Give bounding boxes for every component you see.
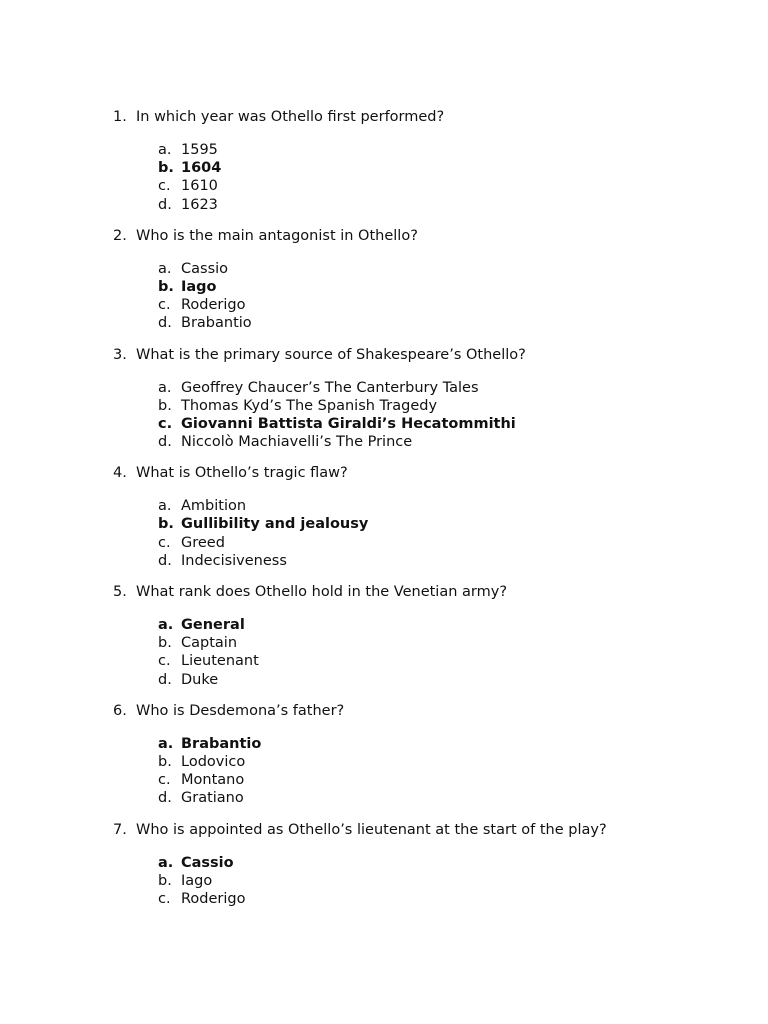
option-c	[158, 890, 733, 908]
option-text: Geoffrey Chaucer’s The Canterbury Tales	[181, 379, 479, 396]
question-number: 3.	[113, 346, 127, 363]
option-c	[158, 534, 733, 552]
option-b	[158, 397, 733, 415]
question-text: In which year was Othello first performed?	[136, 109, 445, 125]
option-letter: d.	[158, 790, 172, 807]
question-text: Who is Desdemona’s father?	[136, 702, 345, 719]
question-text: What rank does Othello hold in the Venetian army?	[136, 584, 508, 600]
question-line	[113, 345, 733, 365]
option-letter: c.	[158, 890, 171, 907]
question-number: 2.	[113, 227, 127, 244]
option-text: Cassio	[181, 854, 234, 871]
option-letter: c.	[158, 178, 171, 195]
option-d	[158, 196, 733, 214]
option-letter: c.	[158, 415, 173, 432]
option-letter: d.	[158, 434, 172, 451]
option-text: Captain	[181, 635, 238, 652]
question-3	[113, 345, 733, 452]
option-letter: c.	[158, 653, 171, 670]
option-b	[158, 634, 733, 652]
option-list	[158, 616, 733, 689]
question-number: 5.	[113, 584, 127, 600]
option-text: Brabantio	[181, 735, 262, 752]
option-text: Thomas Kyd’s The Spanish Tragedy	[181, 397, 438, 414]
option-letter: c.	[158, 534, 171, 551]
option-c-correct	[158, 415, 733, 433]
option-text: 1604	[181, 160, 222, 177]
option-text: Ambition	[181, 498, 247, 515]
question-number: 6.	[113, 702, 127, 719]
option-text: 1610	[181, 178, 218, 195]
option-text: Niccolò Machiavelli’s The Prince	[181, 434, 413, 451]
option-text: 1623	[181, 196, 218, 213]
question-list	[113, 107, 733, 920]
option-c	[158, 177, 733, 195]
question-number: 1.	[113, 109, 127, 125]
question-line	[113, 107, 733, 127]
option-a-correct	[158, 735, 733, 753]
option-a-correct	[158, 854, 733, 872]
option-d	[158, 789, 733, 807]
question-2	[113, 226, 733, 333]
option-text: Giovanni Battista Giraldi’s Hecatommithi	[181, 415, 516, 432]
option-a	[158, 497, 733, 515]
option-letter: c.	[158, 297, 171, 314]
question-4	[113, 463, 733, 570]
option-text: Brabantio	[181, 315, 252, 332]
option-letter: b.	[158, 278, 174, 295]
question-line	[113, 463, 733, 483]
option-text: Lodovico	[181, 753, 246, 770]
question-5	[113, 582, 733, 689]
option-a	[158, 379, 733, 397]
option-letter: c.	[158, 772, 171, 789]
option-c	[158, 652, 733, 670]
option-letter: d.	[158, 552, 172, 569]
option-d	[158, 671, 733, 689]
option-text: Cassio	[181, 260, 229, 277]
option-d	[158, 433, 733, 451]
option-list	[158, 735, 733, 808]
option-a	[158, 260, 733, 278]
option-text: Gratiano	[181, 790, 244, 807]
option-c	[158, 771, 733, 789]
option-letter: b.	[158, 872, 172, 889]
option-list	[158, 260, 733, 333]
option-text: Roderigo	[181, 890, 246, 907]
question-line	[113, 701, 733, 721]
option-text: Indecisiveness	[181, 552, 287, 569]
option-c	[158, 296, 733, 314]
option-text: General	[181, 617, 245, 633]
option-text: Montano	[181, 772, 245, 789]
option-text: Iago	[181, 278, 217, 295]
question-7	[113, 820, 733, 909]
option-letter: d.	[158, 315, 172, 332]
option-text: Duke	[181, 671, 219, 688]
question-1	[113, 107, 733, 214]
option-b	[158, 753, 733, 771]
option-list	[158, 141, 733, 214]
question-number: 4.	[113, 465, 127, 482]
option-list	[158, 497, 733, 570]
option-b	[158, 872, 733, 890]
option-letter: b.	[158, 397, 172, 414]
option-list	[158, 379, 733, 452]
option-a	[158, 141, 733, 159]
option-text: Iago	[181, 872, 213, 889]
question-line	[113, 226, 733, 246]
question-number: 7.	[113, 821, 127, 838]
option-letter: a.	[158, 854, 174, 871]
option-letter: a.	[158, 617, 174, 633]
option-text: 1595	[181, 142, 218, 158]
option-d	[158, 314, 733, 332]
option-text: Gullibility and jealousy	[181, 516, 369, 533]
option-letter: a.	[158, 260, 172, 277]
option-letter: a.	[158, 735, 174, 752]
option-d	[158, 552, 733, 570]
option-letter: d.	[158, 671, 172, 688]
option-letter: a.	[158, 498, 172, 515]
question-6	[113, 701, 733, 808]
question-text: What is Othello’s tragic flaw?	[136, 465, 348, 482]
option-text: Roderigo	[181, 297, 246, 314]
option-a-correct	[158, 616, 733, 634]
option-letter: a.	[158, 142, 172, 158]
option-letter: d.	[158, 196, 172, 213]
option-letter: b.	[158, 160, 174, 177]
option-letter: a.	[158, 379, 172, 396]
question-line	[113, 582, 733, 602]
option-b-correct	[158, 159, 733, 177]
question-text: Who is appointed as Othello’s lieutenant at the start of the play?	[136, 821, 607, 838]
option-text: Greed	[181, 534, 225, 551]
option-list	[158, 854, 733, 909]
option-text: Lieutenant	[181, 653, 259, 670]
question-text: What is the primary source of Shakespeare’s Othello?	[136, 346, 526, 363]
option-letter: b.	[158, 516, 174, 533]
question-line	[113, 820, 733, 840]
option-letter: b.	[158, 635, 172, 652]
option-b-correct	[158, 278, 733, 296]
question-text: Who is the main antagonist in Othello?	[136, 227, 418, 244]
option-letter: b.	[158, 753, 172, 770]
option-b-correct	[158, 515, 733, 533]
